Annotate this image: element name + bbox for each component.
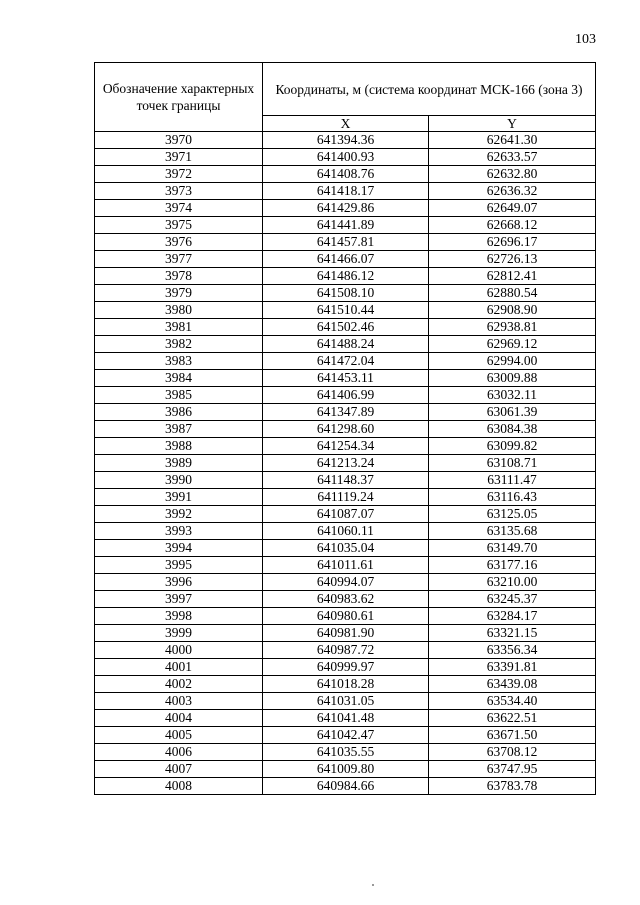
table-header-row [95, 63, 596, 116]
y-coordinate-cell: 63534.40 [429, 693, 596, 710]
y-coordinate-cell: 63084.38 [429, 421, 596, 438]
table-row [95, 608, 596, 625]
y-coordinate-cell: 62726.13 [429, 251, 596, 268]
table-row [95, 710, 596, 727]
y-coordinate-cell: 63671.50 [429, 727, 596, 744]
table-row [95, 234, 596, 251]
point-cell: 3979 [95, 285, 263, 302]
point-cell: 4000 [95, 642, 263, 659]
y-coordinate-cell: 63391.81 [429, 659, 596, 676]
table-row [95, 149, 596, 166]
point-cell: 4006 [95, 744, 263, 761]
point-cell: 3983 [95, 353, 263, 370]
point-cell: 3985 [95, 387, 263, 404]
y-coordinate-cell: 62812.41 [429, 268, 596, 285]
table-row [95, 370, 596, 387]
point-cell: 3984 [95, 370, 263, 387]
x-coordinate-cell: 641508.10 [263, 285, 429, 302]
y-coordinate-cell: 62641.30 [429, 132, 596, 149]
y-coordinate-cell: 63783.78 [429, 778, 596, 795]
point-cell: 3992 [95, 506, 263, 523]
page-number: 103 [575, 32, 596, 47]
y-coordinate-cell: 63111.47 [429, 472, 596, 489]
y-coordinate-cell: 63747.95 [429, 761, 596, 778]
table-row [95, 285, 596, 302]
table-body [95, 132, 596, 795]
x-coordinate-cell: 641510.44 [263, 302, 429, 319]
point-cell: 4002 [95, 676, 263, 693]
point-cell: 3988 [95, 438, 263, 455]
table-row [95, 472, 596, 489]
x-coordinate-cell: 640994.07 [263, 574, 429, 591]
table-row [95, 217, 596, 234]
y-coordinate-cell: 63061.39 [429, 404, 596, 421]
point-cell: 3998 [95, 608, 263, 625]
x-coordinate-cell: 641009.80 [263, 761, 429, 778]
y-coordinate-cell: 62632.80 [429, 166, 596, 183]
x-coordinate-cell: 641298.60 [263, 421, 429, 438]
y-coordinate-cell: 62636.32 [429, 183, 596, 200]
table-row [95, 438, 596, 455]
table-row [95, 336, 596, 353]
x-coordinate-cell: 641011.61 [263, 557, 429, 574]
y-coordinate-cell: 63284.17 [429, 608, 596, 625]
y-coordinate-cell: 62994.00 [429, 353, 596, 370]
x-coordinate-cell: 641400.93 [263, 149, 429, 166]
y-coordinate-cell: 63210.00 [429, 574, 596, 591]
point-cell: 3994 [95, 540, 263, 557]
x-coordinate-cell: 640987.72 [263, 642, 429, 659]
y-coordinate-cell: 62880.54 [429, 285, 596, 302]
x-coordinate-cell: 641035.55 [263, 744, 429, 761]
x-coordinate-cell: 641466.07 [263, 251, 429, 268]
point-cell: 3982 [95, 336, 263, 353]
y-coordinate-cell: 63708.12 [429, 744, 596, 761]
table-row [95, 489, 596, 506]
table-row [95, 727, 596, 744]
y-coordinate-cell: 63108.71 [429, 455, 596, 472]
table-row [95, 421, 596, 438]
y-coordinate-cell: 63032.11 [429, 387, 596, 404]
y-coordinate-cell: 62696.17 [429, 234, 596, 251]
table-row [95, 778, 596, 795]
point-cell: 3978 [95, 268, 263, 285]
table-row [95, 761, 596, 778]
table-row [95, 540, 596, 557]
y-coordinate-cell: 63321.15 [429, 625, 596, 642]
y-coordinate-cell: 63356.34 [429, 642, 596, 659]
table-row [95, 183, 596, 200]
y-coordinate-cell: 62908.90 [429, 302, 596, 319]
point-cell: 3970 [95, 132, 263, 149]
y-coordinate-cell: 63009.88 [429, 370, 596, 387]
x-coordinate-cell: 640999.97 [263, 659, 429, 676]
table-row [95, 574, 596, 591]
y-coordinate-cell: 63125.05 [429, 506, 596, 523]
table-row [95, 506, 596, 523]
coordinates-table [94, 62, 596, 795]
point-cell: 3981 [95, 319, 263, 336]
y-coordinate-cell: 63116.43 [429, 489, 596, 506]
x-coordinate-cell: 641418.17 [263, 183, 429, 200]
point-cell: 3990 [95, 472, 263, 489]
y-coordinate-cell: 62649.07 [429, 200, 596, 217]
x-coordinate-cell: 641031.05 [263, 693, 429, 710]
point-cell: 4003 [95, 693, 263, 710]
x-coordinate-cell: 641213.24 [263, 455, 429, 472]
table-row [95, 642, 596, 659]
point-cell: 3972 [95, 166, 263, 183]
x-coordinate-cell: 641347.89 [263, 404, 429, 421]
x-coordinate-cell: 641087.07 [263, 506, 429, 523]
coordinates-header: Координаты, м (система координат МСК-166 (зона 3) [263, 63, 596, 116]
x-coordinate-cell: 641406.99 [263, 387, 429, 404]
point-cell: 4008 [95, 778, 263, 795]
table-row [95, 591, 596, 608]
table-row [95, 166, 596, 183]
x-coordinate-cell: 641018.28 [263, 676, 429, 693]
point-cell: 3976 [95, 234, 263, 251]
point-cell: 3993 [95, 523, 263, 540]
table-row [95, 387, 596, 404]
table-row [95, 268, 596, 285]
table-row [95, 200, 596, 217]
table-row [95, 523, 596, 540]
x-coordinate-cell: 641441.89 [263, 217, 429, 234]
table-row [95, 693, 596, 710]
point-cell: 3986 [95, 404, 263, 421]
y-coordinate-cell: 63135.68 [429, 523, 596, 540]
x-coordinate-cell: 641060.11 [263, 523, 429, 540]
x-coordinate-cell: 640980.61 [263, 608, 429, 625]
x-coordinate-cell: 641488.24 [263, 336, 429, 353]
x-coordinate-cell: 641502.46 [263, 319, 429, 336]
y-coordinate-cell: 62668.12 [429, 217, 596, 234]
point-cell: 3997 [95, 591, 263, 608]
table-row [95, 404, 596, 421]
y-coordinate-cell: 62969.12 [429, 336, 596, 353]
y-coordinate-cell: 62633.57 [429, 149, 596, 166]
point-cell: 3977 [95, 251, 263, 268]
y-coordinate-cell: 63439.08 [429, 676, 596, 693]
x-coordinate-cell: 640983.62 [263, 591, 429, 608]
point-cell: 3995 [95, 557, 263, 574]
x-coordinate-cell: 641457.81 [263, 234, 429, 251]
table-row [95, 353, 596, 370]
table-row [95, 625, 596, 642]
x-coordinate-cell: 641453.11 [263, 370, 429, 387]
y-coordinate-cell: 63149.70 [429, 540, 596, 557]
table-row [95, 302, 596, 319]
y-coordinate-cell: 63177.16 [429, 557, 596, 574]
table-row [95, 251, 596, 268]
x-coordinate-cell: 641429.86 [263, 200, 429, 217]
x-coordinate-cell: 640981.90 [263, 625, 429, 642]
x-coordinate-cell: 640984.66 [263, 778, 429, 795]
point-cell: 3996 [95, 574, 263, 591]
designation-header: Обозначение характерных точек границы [95, 63, 263, 132]
point-cell: 3999 [95, 625, 263, 642]
point-cell: 3974 [95, 200, 263, 217]
table-row [95, 319, 596, 336]
point-cell: 3987 [95, 421, 263, 438]
x-coordinate-cell: 641394.36 [263, 132, 429, 149]
y-coordinate-cell: 63622.51 [429, 710, 596, 727]
x-coordinate-cell: 641472.04 [263, 353, 429, 370]
y-coordinate-cell: 62938.81 [429, 319, 596, 336]
x-coordinate-cell: 641486.12 [263, 268, 429, 285]
x-coordinate-cell: 641041.48 [263, 710, 429, 727]
table-row [95, 455, 596, 472]
point-cell: 3973 [95, 183, 263, 200]
table-row [95, 132, 596, 149]
x-coordinate-cell: 641408.76 [263, 166, 429, 183]
table-row [95, 557, 596, 574]
x-coordinate-cell: 641119.24 [263, 489, 429, 506]
point-cell: 3991 [95, 489, 263, 506]
point-cell: 3971 [95, 149, 263, 166]
point-cell: 4007 [95, 761, 263, 778]
x-coordinate-cell: 641148.37 [263, 472, 429, 489]
y-column-header: Y [429, 116, 596, 132]
point-cell: 4005 [95, 727, 263, 744]
scan-speck [372, 884, 374, 886]
x-coordinate-cell: 641035.04 [263, 540, 429, 557]
y-coordinate-cell: 63099.82 [429, 438, 596, 455]
x-coordinate-cell: 641254.34 [263, 438, 429, 455]
table-row [95, 659, 596, 676]
point-cell: 3980 [95, 302, 263, 319]
point-cell: 3989 [95, 455, 263, 472]
table-row [95, 744, 596, 761]
table-row [95, 676, 596, 693]
x-column-header: X [263, 116, 429, 132]
y-coordinate-cell: 63245.37 [429, 591, 596, 608]
point-cell: 4004 [95, 710, 263, 727]
point-cell: 4001 [95, 659, 263, 676]
point-cell: 3975 [95, 217, 263, 234]
x-coordinate-cell: 641042.47 [263, 727, 429, 744]
